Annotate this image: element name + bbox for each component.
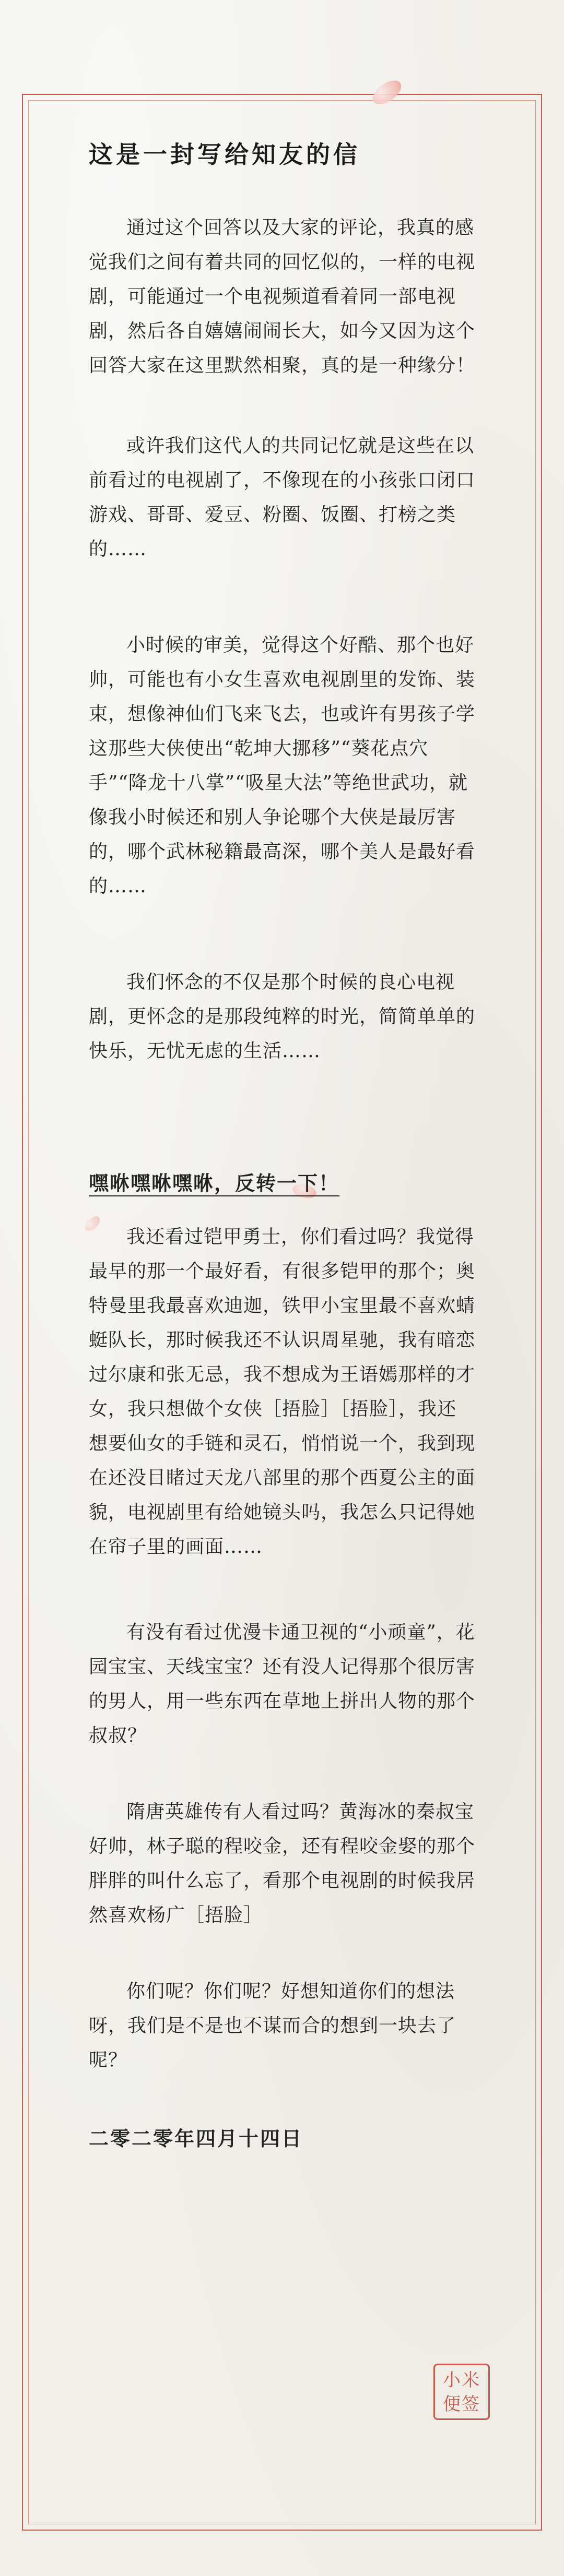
seal-stamp xyxy=(433,2364,490,2420)
letter-date: 二零二零年四月十四日 xyxy=(89,2127,303,2150)
paragraph: 有没有看过优漫卡通卫视的“小顽童”，花园宝宝、天线宝宝？还有没人记得那个很厉害的男人，用一些东西在草地上拼出人物的那个叔叔？ xyxy=(89,1622,476,1746)
paragraph: 通过这个回答以及大家的评论，我真的感觉我们之间有着共同的回忆似的，一样的电视剧，可能通过一个电视频道看着同一部电视剧，然后各自嬉嬉闹闹长大，如今又因为这个回答大家在这里默然相聚，真的是一种缘分！ xyxy=(89,217,476,376)
paragraph: 小时候的审美，觉得这个好酷、那个也好帅，可能也有小女生喜欢电视剧里的发饰、装束，想像神仙们飞来飞去，也或许有男孩子学这那些大侠使出“乾坤大挪移”“葵花点穴手”“降龙十八掌”“吸星大法”等绝世武功，就像我小时候还和别人争论哪个大侠是最厉害的，哪个武林秘籍最高深，哪个美人是最好看的…… xyxy=(89,634,476,897)
letter-content xyxy=(89,125,475,2151)
letter-title: 这是一封写给知友的信 xyxy=(89,140,360,169)
paragraph: 我们怀念的不仅是那个时候的良心电视剧，更怀念的是那段纯粹的时光，简简单单的快乐，无忧无虑的生活…… xyxy=(89,972,476,1062)
stamp-line: 便签 xyxy=(443,2394,480,2415)
section-heading: 嘿咻嘿咻嘿咻，反转一下！ xyxy=(89,1172,340,1195)
paragraph: 或许我们这代人的共同记忆就是这些在以前看过的电视剧了，不像现在的小孩张口闭口游戏、哥哥、爱豆、粉圈、饭圈、打榜之类的…… xyxy=(89,435,476,560)
stamp-line: 小米 xyxy=(443,2370,480,2391)
paragraph: 你们呢？你们呢？好想知道你们的想法呀，我们是不是也不谋而合的想到一块去了呢？ xyxy=(89,1981,456,2071)
paragraph: 隋唐英雄传有人看过吗？黄海冰的秦叔宝好帅，林子聪的程咬金，还有程咬金娶的那个胖胖的叫什么忘了，看那个电视剧的时候我居然喜欢杨广［捂脸］ xyxy=(89,1801,476,1926)
paragraph: 我还看过铠甲勇士，你们看过吗？我觉得最早的那一个最好看，有很多铠甲的那个；奥特曼里我最喜欢迪迦，铁甲小宝里最不喜欢蜻蜓队长，那时候我还不认识周星驰，我有暗恋过尔康和张无忌，我不想成为王语嫣那样的才女，我只想做个女侠［捂脸］［捂脸］，我还想要仙女的手链和灵石，悄悄说一个，我到现在还没目睹过天龙八部里的那个西夏公主的面貌，电视剧里有给她镜头吗，我怎么只记得她在帘子里的画面…… xyxy=(89,1226,476,1557)
